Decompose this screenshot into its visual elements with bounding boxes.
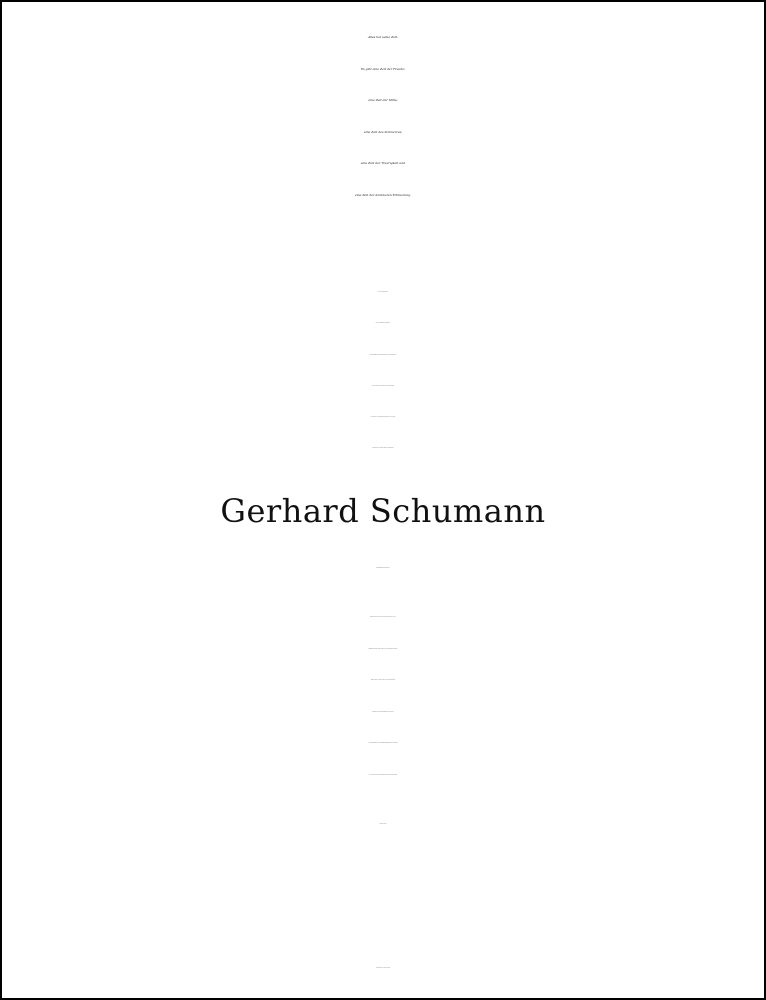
- poem-line: Es gibt eine Zeit der Freude;: [360, 66, 406, 71]
- thanks-line: für alle Zeichen der Liebe und Freundschaft,: [371, 385, 395, 387]
- special-thanks-line: tröstenden Worte, Robert Müller, Willy Schumann mit den: [368, 648, 398, 650]
- poem-line: eine Zeit der Stille;: [368, 98, 398, 102]
- mourner-name: [2, 873, 764, 904]
- mourning-label: In stiller Trauer:: [379, 824, 387, 825]
- thanks-line: für das tröstende Wort, gesprochen oder geschrieben,: [369, 354, 397, 356]
- poem: [2, 22, 764, 211]
- thanks-heading: [2, 230, 764, 260]
- thanks-line: Abschied von unserem lieben Verstorbenen: [372, 448, 394, 450]
- poem-line: eine Zeit der Traurigkeit und: [360, 161, 406, 165]
- deceased-name: Gerhard Schumann: [220, 492, 546, 530]
- after-name-text: entgegengebracht wurden.: [376, 568, 390, 569]
- special-thanks-line: für die würdevolle Trauerbegleitung und dem Trauercafé.: [368, 774, 398, 776]
- thanks-line: für ein stilles Gebet,: [377, 292, 389, 293]
- thanks-line: für Blumen und Geldzuwendungen, die uns beim: [370, 417, 396, 419]
- special-thanks-line: Laucha/Naumburg, dem Bestattungsinstitut Axel Schmidt: [368, 743, 398, 744]
- thanks-line: für eine stumme Umarmung,: [375, 323, 391, 325]
- mourner-name: [2, 903, 764, 934]
- poem-line: eine Zeit des Schmerzes;: [363, 129, 403, 134]
- special-thanks: [2, 602, 764, 791]
- place-date: Hirschroda, im Februar 2016: [375, 968, 391, 969]
- special-thanks-line: Umrahmung. Den Schwestern der Diakonie: [372, 711, 394, 713]
- special-thanks-line: Bläsern sowie Hilmar Kaiser für die musikalische: [370, 680, 396, 681]
- mourners: [2, 842, 764, 934]
- poem-line: eine Zeit der dankbaren Erinnerung.: [354, 192, 412, 197]
- poem-line: Alles hat seine Zeit.: [367, 35, 399, 39]
- special-thanks-line: Besonderer Dank gilt Frau Pfarrerin Wegner für die: [370, 617, 396, 618]
- thanks-text: [2, 277, 764, 465]
- mourner-name: [2, 842, 764, 873]
